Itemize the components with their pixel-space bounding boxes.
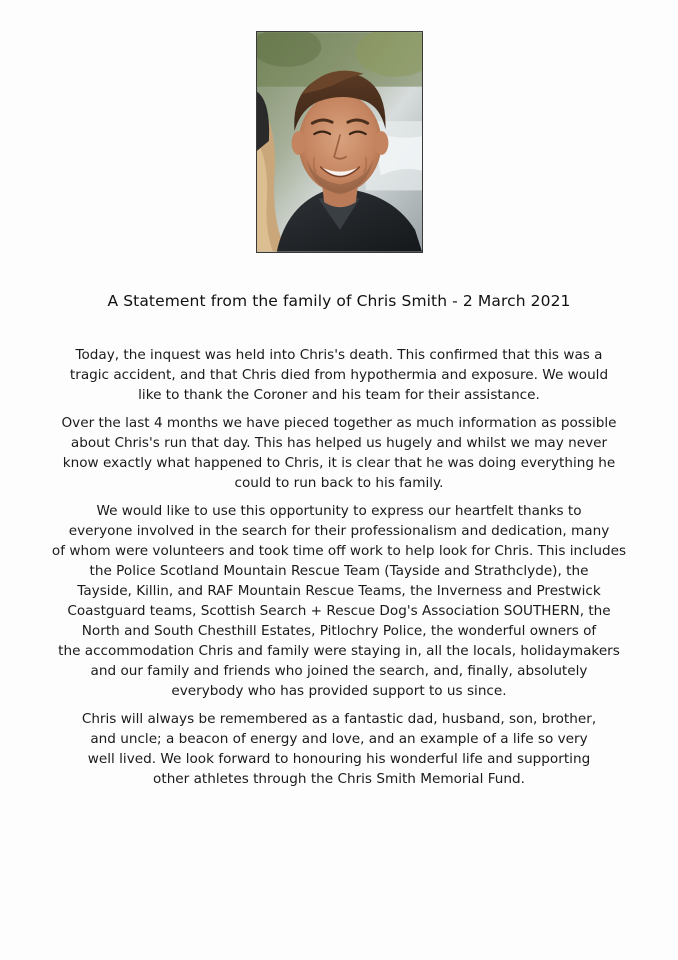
paragraph-line: tragic accident, and that Chris died from hypothermia and exposure. We would bbox=[69, 367, 609, 383]
paragraph-line: Over the last 4 months we have pieced together as much information as possible bbox=[61, 415, 617, 431]
statement-paragraph-3 bbox=[40, 501, 638, 701]
statement-paragraph-1 bbox=[40, 345, 638, 405]
statement-title: A Statement from the family of Chris Smith - 2 March 2021 bbox=[107, 292, 571, 310]
paragraph-line: know exactly what happened to Chris, it is clear that he was doing everything he bbox=[62, 455, 616, 471]
paragraph-line: of whom were volunteers and took time off work to help look for Chris. This includes bbox=[51, 543, 627, 559]
paragraph-line: everyone involved in the search for their professionalism and dedication, many bbox=[68, 523, 610, 539]
paragraph-line: North and South Chesthill Estates, Pitlochry Police, the wonderful owners of bbox=[81, 623, 597, 639]
statement-body bbox=[40, 345, 638, 797]
paragraph-line: well lived. We look forward to honouring his wonderful life and supporting bbox=[87, 751, 591, 767]
paragraph-line: the accommodation Chris and family were staying in, all the locals, holidaymakers bbox=[58, 643, 620, 659]
paragraph-line: We would like to use this opportunity to express our heartfelt thanks to bbox=[96, 503, 582, 519]
paragraph-line: Chris will always be remembered as a fantastic dad, husband, son, brother, bbox=[81, 711, 597, 727]
paragraph-line: Tayside, Killin, and RAF Mountain Rescue Teams, the Inverness and Prestwick bbox=[77, 583, 601, 599]
paragraph-line: Today, the inquest was held into Chris's death. This confirmed that this was a bbox=[75, 347, 603, 363]
paragraph-line: like to thank the Coroner and his team for their assistance. bbox=[138, 387, 540, 403]
statement-paragraph-2 bbox=[40, 413, 638, 493]
paragraph-line: about Chris's run that day. This has helped us hugely and whilst we may never bbox=[70, 435, 608, 451]
portrait-photo bbox=[256, 31, 423, 253]
paragraph-line: and our family and friends who joined the search, and, finally, absolutely bbox=[90, 663, 588, 679]
paragraph-line: and uncle; a beacon of energy and love, and an example of a life so very bbox=[90, 731, 588, 747]
paragraph-line: could to run back to his family. bbox=[234, 475, 444, 491]
statement-paragraph-4 bbox=[40, 709, 638, 789]
paragraph-line: the Police Scotland Mountain Rescue Team (Tayside and Strathclyde), the bbox=[89, 563, 589, 579]
portrait-photo-illustration bbox=[257, 32, 422, 252]
paragraph-line: other athletes through the Chris Smith Memorial Fund. bbox=[153, 771, 525, 787]
paragraph-line: Coastguard teams, Scottish Search + Rescue Dog's Association SOUTHERN, the bbox=[67, 603, 611, 619]
paragraph-line: everybody who has provided support to us since. bbox=[171, 683, 507, 699]
